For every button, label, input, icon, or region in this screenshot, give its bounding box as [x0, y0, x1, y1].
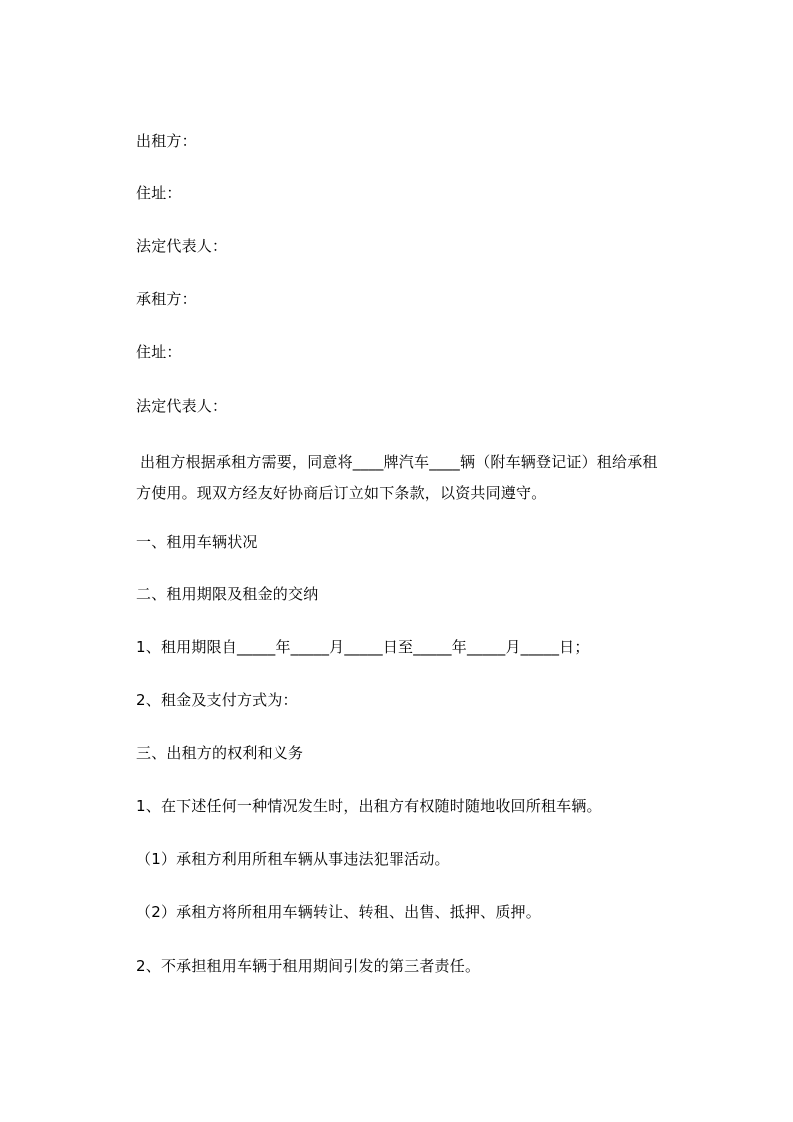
section-2-heading: 二、租用期限及租金的交纳: [136, 585, 319, 603]
lessee-label: 承租方：: [136, 290, 197, 308]
lessee-legal-rep-label: 法定代表人：: [136, 397, 228, 415]
clause-3-2: 2、不承担租用车辆于租用期间引发的第三者责任。: [136, 957, 481, 975]
lessor-address-label: 住址：: [136, 184, 182, 202]
clause-2-2: 2、租金及支付方式为：: [136, 691, 298, 709]
clause-3-1-2: （2）承租方将所租用车辆转让、转租、出售、抵押、质押。: [136, 903, 541, 921]
preamble-paragraph: 出租方根据承租方需要，同意将____牌汽车____辆（附车辆登记证）租给承租方使用。现双方经友好协商后订立如下条款，以资共同遵守。: [136, 453, 658, 502]
clause-2-1: 1、租用期限自_____年_____月_____日至_____年_____月_____日；: [136, 638, 590, 656]
lessor-legal-rep-label: 法定代表人：: [136, 237, 228, 255]
clause-3-1: 1、在下述任何一种情况发生时，出租方有权随时随地收回所租车辆。: [136, 797, 602, 815]
clause-3-1-1: （1）承租方利用所租车辆从事违法犯罪活动。: [136, 850, 450, 868]
section-1-heading: 一、租用车辆状况: [136, 533, 258, 551]
lessee-address-label: 住址：: [136, 343, 182, 361]
lessor-label: 出租方：: [136, 132, 197, 150]
section-3-heading: 三、出租方的权利和义务: [136, 744, 304, 762]
